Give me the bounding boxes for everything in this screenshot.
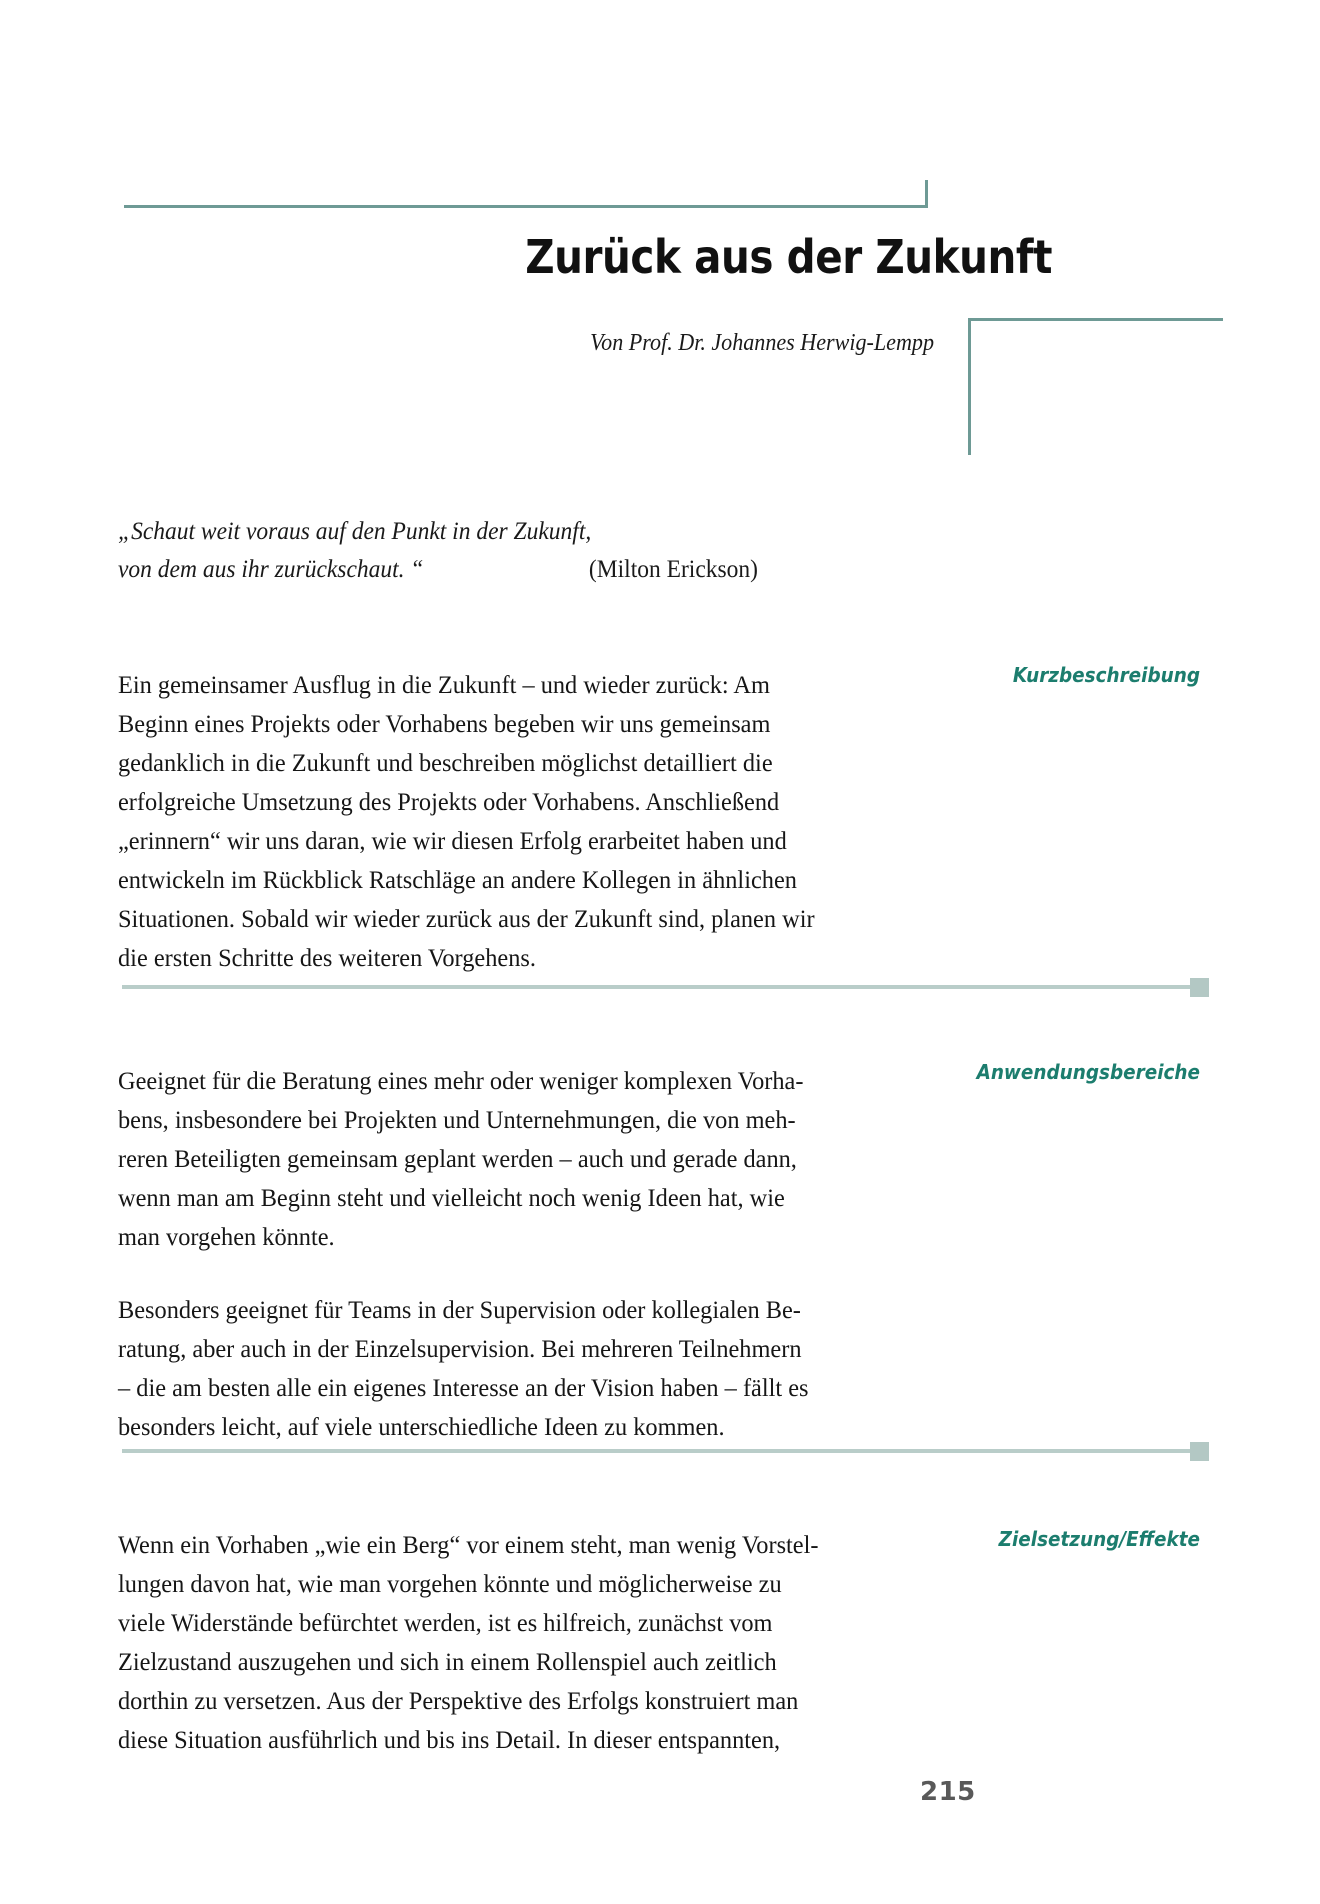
text-line: diese Situation ausführlich und bis ins Detail. In dieser entspannten, bbox=[118, 1725, 781, 1754]
text-line: entwickeln im Rückblick Ratschläge an andere Kollegen in ähnlichen bbox=[118, 865, 797, 894]
quote-line-2-text: von dem aus ihr zurückschaut. “ bbox=[118, 556, 424, 583]
quote-attribution: (Milton Erickson) bbox=[588, 556, 758, 583]
text-line: „erinnern“ wir uns daran, wie wir diesen Erfolg erarbeitet haben und bbox=[118, 826, 787, 855]
epigraph-quote bbox=[118, 513, 898, 589]
paragraph bbox=[118, 1525, 918, 1759]
text-line: reren Beteiligten gemeinsam geplant werden – auch und gerade dann, bbox=[118, 1144, 797, 1173]
text-line: die ersten Schritte des weiteren Vorgehens. bbox=[118, 943, 536, 972]
paragraph bbox=[118, 665, 918, 977]
section-body-kurzbeschreibung bbox=[118, 665, 918, 977]
header-corner-frame bbox=[968, 318, 1223, 455]
section-body-anwendungsbereiche bbox=[118, 1061, 918, 1446]
text-line: Situationen. Sobald wir wieder zurück aus der Zukunft sind, planen wir bbox=[118, 904, 815, 933]
text-line: dorthin zu versetzen. Aus der Perspektive des Erfolgs konstruiert man bbox=[118, 1686, 799, 1715]
header-rule-vertical bbox=[925, 180, 928, 208]
text-line: wenn man am Beginn steht und vielleicht noch wenig Ideen hat, wie bbox=[118, 1183, 785, 1212]
section-divider bbox=[122, 1449, 1190, 1453]
text-line: Wenn ein Vorhaben „wie ein Berg“ vor einem steht, man wenig Vorstel- bbox=[118, 1530, 819, 1559]
quote-line-1: „Schaut weit voraus auf den Punkt in der Zukunft, bbox=[118, 518, 592, 545]
section-body-zielsetzung bbox=[118, 1525, 918, 1759]
text-line: man vorgehen könnte. bbox=[118, 1222, 335, 1251]
text-line: Geeignet für die Beratung eines mehr oder weniger komplexen Vorha- bbox=[118, 1066, 804, 1095]
section-divider bbox=[122, 985, 1190, 989]
paragraph bbox=[118, 1061, 918, 1256]
text-line: lungen davon hat, wie man vorgehen könnte und möglicherweise zu bbox=[118, 1569, 782, 1598]
author-byline: Von Prof. Dr. Johannes Herwig-Lempp bbox=[590, 330, 934, 356]
text-line: viele Widerstände befürchtet werden, ist es hilfreich, zunächst vom bbox=[118, 1608, 773, 1637]
page-title: Zurück aus der Zukunft bbox=[525, 230, 1052, 284]
text-line: bens, insbesondere bei Projekten und Unternehmungen, die von meh- bbox=[118, 1105, 796, 1134]
text-line: Besonders geeignet für Teams in der Supervision oder kollegialen Be- bbox=[118, 1295, 801, 1324]
text-line: Zielzustand auszugehen und sich in einem Rollenspiel auch zeitlich bbox=[118, 1647, 777, 1676]
text-line: – die am besten alle ein eigenes Interesse an der Vision haben – fällt es bbox=[118, 1373, 809, 1402]
paragraph bbox=[118, 1290, 918, 1446]
header-rule-horizontal bbox=[124, 205, 928, 208]
text-line: Ein gemeinsamer Ausflug in die Zukunft – und wieder zurück: Am bbox=[118, 670, 770, 699]
text-line: ratung, aber auch in der Einzelsupervision. Bei mehreren Teilnehmern bbox=[118, 1334, 802, 1363]
quote-line-2 bbox=[118, 551, 851, 589]
text-line: erfolgreiche Umsetzung des Projekts oder Vorhabens. Anschließend bbox=[118, 787, 780, 816]
margin-label-anwendungsbereiche: Anwendungsbereiche bbox=[976, 1060, 1200, 1084]
text-line: besonders leicht, auf viele unterschiedliche Ideen zu kommen. bbox=[118, 1412, 725, 1441]
margin-label-zielsetzung: Zielsetzung/Effekte bbox=[998, 1527, 1200, 1551]
page-number: 215 bbox=[920, 1777, 976, 1807]
text-line: Beginn eines Projekts oder Vorhabens begeben wir uns gemeinsam bbox=[118, 709, 771, 738]
text-line: gedanklich in die Zukunft und beschreiben möglichst detailliert die bbox=[118, 748, 773, 777]
margin-label-kurzbeschreibung: Kurzbeschreibung bbox=[1012, 663, 1200, 687]
section-divider-cap bbox=[1190, 978, 1209, 997]
section-divider-cap bbox=[1190, 1442, 1209, 1461]
